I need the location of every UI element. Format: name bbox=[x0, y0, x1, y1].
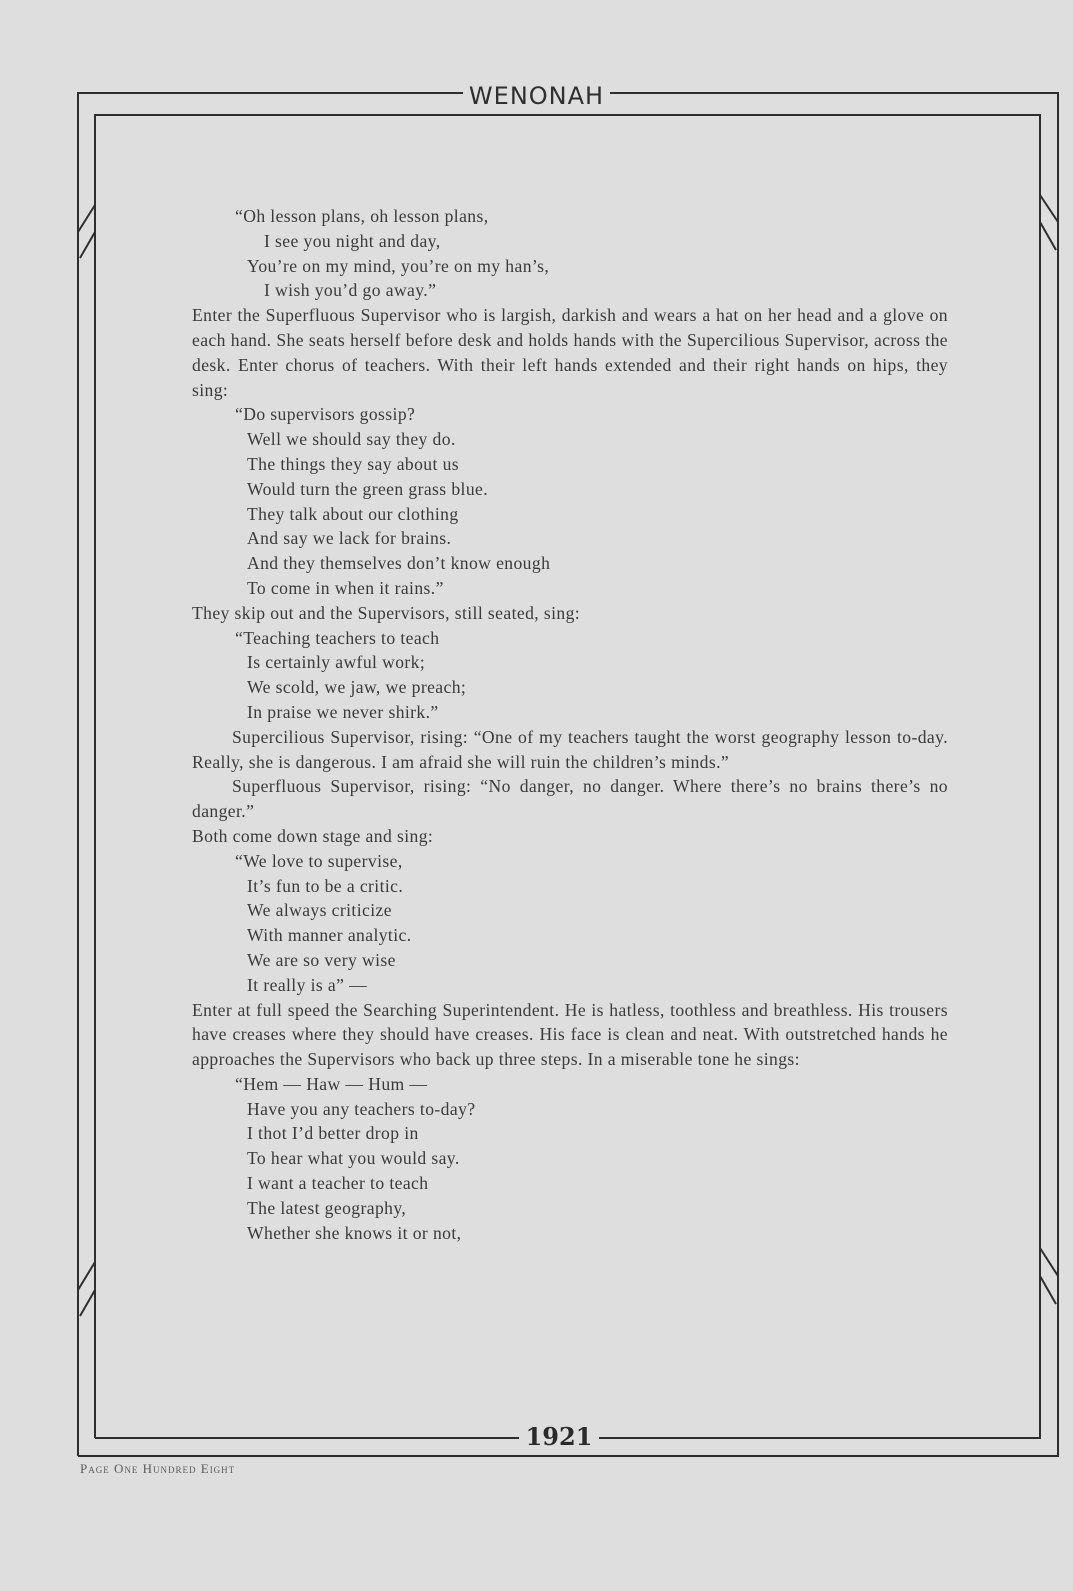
verse-line: I see you night and day, bbox=[264, 230, 441, 251]
verse-line: We are so very wise bbox=[247, 949, 396, 970]
verse-line: To come in when it rains.” bbox=[247, 577, 444, 598]
verse-line: In praise we never shirk.” bbox=[247, 701, 439, 722]
verse-line: It’s fun to be a critic. bbox=[247, 875, 404, 896]
stage-direction: Enter at full speed the Searching Superintendent. He is hatless, toothless and breathless. His trousers have creases where they should have creases. His face is clean and neat. With outstretched hands he approaches the Supervisors who back up three steps. In a miserable tone he sings: bbox=[192, 999, 948, 1070]
stage-direction: Enter the Superfluous Supervisor who is largish, darkish and wears a hat on her head and a glove on each hand. She seats herself before desk and holds hands with the Supercilious Supervisor, across the desk. Enter chorus of teachers. With their left hands extended and their right hands on hips, they sing: bbox=[192, 305, 948, 400]
verse-line: “We love to supervise, bbox=[235, 850, 403, 871]
dialogue-paragraph: Superfluous Supervisor, rising: “No danger, no danger. Where there’s no brains there’s no danger.” bbox=[192, 776, 948, 822]
dialogue-paragraph: Supercilious Supervisor, rising: “One of my teachers taught the worst geography lesson to-day. Really, she is dangerous. I am afraid she will ruin the children’s minds.” bbox=[192, 726, 948, 772]
verse-line: “Hem — Haw — Hum — bbox=[235, 1073, 428, 1094]
verse-line: Well we should say they do. bbox=[247, 429, 456, 450]
verse-line: Is certainly awful work; bbox=[247, 652, 426, 673]
verse-line: I want a teacher to teach bbox=[247, 1173, 429, 1194]
verse-line: “Oh lesson plans, oh lesson plans, bbox=[235, 206, 489, 226]
verse-line: It really is a” — bbox=[247, 974, 368, 995]
verse-line: And they themselves don’t know enough bbox=[247, 553, 551, 574]
page-number: Page One Hundred Eight bbox=[80, 1461, 236, 1476]
verse-line: And say we lack for brains. bbox=[247, 528, 452, 549]
verse-line: Whether she knows it or not, bbox=[247, 1222, 462, 1243]
verse-line: To hear what you would say. bbox=[247, 1148, 460, 1169]
verse-line: “Teaching teachers to teach bbox=[235, 627, 440, 648]
verse-line: I thot I’d better drop in bbox=[247, 1123, 419, 1144]
verse-line: I wish you’d go away.” bbox=[264, 280, 437, 301]
page-body bbox=[192, 204, 948, 1245]
verse-line: The latest geography, bbox=[247, 1197, 407, 1218]
verse-line: We always criticize bbox=[247, 900, 392, 921]
header-title: WENONAH bbox=[0, 82, 1073, 110]
verse-line: With manner analytic. bbox=[247, 925, 412, 946]
stage-direction: Both come down stage and sing: bbox=[192, 825, 434, 846]
verse-line: They talk about our clothing bbox=[247, 503, 459, 524]
footer-year: 1921 bbox=[519, 1422, 599, 1451]
verse-line: “Do supervisors gossip? bbox=[235, 404, 416, 425]
verse-line: We scold, we jaw, we preach; bbox=[247, 677, 467, 698]
verse-line: You’re on my mind, you’re on my han’s, bbox=[247, 255, 550, 276]
verse-line: Would turn the green grass blue. bbox=[247, 478, 489, 499]
verse-line: The things they say about us bbox=[247, 453, 460, 474]
stage-direction: They skip out and the Supervisors, still seated, sing: bbox=[192, 602, 581, 623]
verse-line: Have you any teachers to-day? bbox=[247, 1098, 476, 1119]
